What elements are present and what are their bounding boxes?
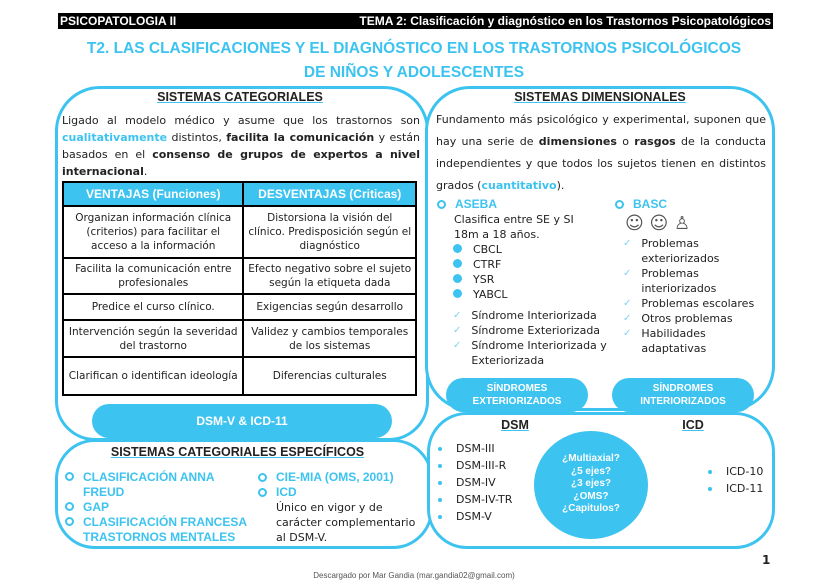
list-item: GAP: [65, 500, 250, 515]
page-title-line2: DE NIÑOS Y ADOLESCENTES: [303, 64, 525, 81]
list-item: CIE-MIA (OMS, 2001): [258, 470, 428, 485]
col-header-ventajas: VENTAJAS (Funciones): [64, 183, 242, 205]
table-cell: Intervención según la severidad del trastorno: [64, 321, 242, 356]
dot-bullet-icon: [438, 447, 442, 451]
dot-bullet-icon: [453, 274, 462, 283]
questions-circle: ¿Multiaxial? ¿5 ejes? ¿3 ejes? ¿OMS? ¿Capitulos?: [534, 431, 648, 539]
categoriales-heading: SISTEMAS CATEGORIALES: [157, 90, 323, 104]
check-icon: ✓: [453, 325, 462, 336]
especificos-right-list: [258, 470, 428, 545]
icd-list: [708, 463, 763, 497]
page-title-line1: T2. LAS CLASIFICACIONES Y EL DIAGNÓSTICO EN LOS TRASTORNOS PSICOLÓGICOS: [86, 40, 742, 57]
check-icon: ✓: [623, 313, 632, 324]
topic-title: TEMA 2: Clasificación y diagnóstico en los Trastornos Psicopatológicos: [359, 14, 771, 28]
download-footer: Descargado por Mar Gandia (mar.gandia02@gmail.com): [313, 571, 515, 580]
table-cell: Clarifican o identifican ideología: [64, 358, 242, 394]
list-item: CLASIFICACIÓN FRANCESA TRASTORNOS MENTALES: [65, 515, 250, 545]
list-item: ✓ Habilidades adaptativas: [623, 327, 707, 355]
list-item: YABCL: [453, 287, 617, 302]
list-item: DSM-III-R: [438, 457, 512, 474]
ring-bullet-icon: [65, 502, 74, 511]
ring-bullet-icon: [65, 517, 74, 526]
dot-bullet-icon: [453, 259, 462, 268]
dot-bullet-icon: [453, 244, 462, 253]
dot-bullet-icon: [438, 481, 442, 485]
page-number: 1: [762, 553, 771, 567]
dimensionales-description: Fundamento más psicológico y experimental, suponen que hay una serie de dimensiones o rasgos de la conducta independientes y que todos los sujetos tienen en distintos grados (cuantitativo).: [436, 113, 766, 192]
aseba-title: ASEBA: [455, 197, 498, 211]
ring-bullet-icon: [258, 488, 267, 497]
dot-bullet-icon: [708, 487, 712, 491]
dot-bullet-icon: [438, 515, 442, 519]
ring-bullet-icon: [615, 200, 624, 209]
list-item: ✓ Síndrome Interiorizada y Exteriorizada: [453, 339, 607, 367]
table-cell: Predice el curso clínico.: [64, 295, 242, 319]
especificos-left-list: [65, 470, 250, 545]
list-item: DSM-IV-TR: [438, 491, 512, 508]
check-icon: ✓: [623, 328, 632, 339]
aseba-desc2: 18m a 18 años.: [454, 228, 540, 241]
list-item: ICD-11: [708, 480, 763, 497]
col-header-desventajas: DESVENTAJAS (Criticas): [244, 183, 415, 205]
icd-description: Único en vigor y de carácter complementario al DSM-V.: [276, 501, 416, 544]
check-icon: ✓: [623, 268, 632, 279]
sindromes-interiorizados-pill: SÍNDROMES INTERIORIZADOS: [612, 378, 754, 412]
dot-bullet-icon: [708, 470, 712, 474]
list-item: ICD-10: [708, 463, 763, 480]
ring-bullet-icon: [258, 473, 267, 482]
ring-bullet-icon: [437, 200, 446, 209]
check-icon: ✓: [453, 310, 462, 321]
list-item: DSM-III: [438, 440, 512, 457]
sindromes-exteriorizados-pill: SÍNDROMES EXTERIORIZADOS: [446, 378, 588, 412]
table-cell: Diferencias culturales: [244, 358, 415, 394]
list-item: CTRF: [453, 257, 617, 272]
dsm-list: [438, 440, 512, 525]
table-cell: Facilita la comunicación entre profesionales: [64, 259, 242, 293]
list-item: ✓ Problemas exteriorizados: [623, 237, 720, 265]
dot-bullet-icon: [438, 498, 442, 502]
dot-bullet-icon: [438, 464, 442, 468]
list-item: ✓ Síndrome Interiorizada: [453, 309, 597, 322]
check-icon: ✓: [623, 238, 632, 249]
list-item: CLASIFICACIÓN ANNA FREUD: [65, 470, 250, 500]
course-title: PSICOPATOLOGIA II: [60, 14, 177, 28]
list-item: ✓ Otros problemas: [623, 312, 733, 325]
table-cell: Exigencias según desarrollo: [244, 295, 415, 319]
list-item: ✓ Síndrome Exteriorizada: [453, 324, 601, 337]
list-item: ✓ Problemas interiorizados: [623, 267, 717, 295]
table-cell: Validez y cambios temporales de los sistemas: [244, 321, 415, 356]
list-item: YSR: [453, 272, 617, 287]
icd-heading: ICD: [682, 418, 704, 432]
list-item: CBCL: [453, 242, 617, 257]
dsm-heading: DSM: [501, 418, 529, 432]
basc-title: BASC: [633, 197, 668, 211]
pros-cons-table: [62, 181, 417, 396]
list-item: DSM-V: [438, 508, 512, 525]
dimensionales-heading: SISTEMAS DIMENSIONALES: [514, 90, 686, 104]
table-cell: Efecto negativo sobre el sujeto según la etiqueta dada: [244, 259, 415, 293]
ring-bullet-icon: [65, 472, 74, 481]
table-cell: Organizan información clínica (criterios) para facilitar el acceso a la información: [64, 207, 242, 257]
especificos-heading: SISTEMAS CATEGORIALES ESPECÍFICOS: [110, 445, 365, 459]
dot-bullet-icon: [453, 289, 462, 298]
list-item: ✓ Problemas escolares: [623, 297, 755, 310]
dsm-icd-pill: DSM-V & ICD-11: [92, 404, 392, 438]
list-item: ICD: [258, 485, 428, 500]
check-icon: ✓: [623, 298, 632, 309]
children-faces-icon: ☺ ☺ ♙: [625, 213, 691, 234]
aseba-section: [437, 197, 617, 368]
basc-section: [615, 197, 765, 356]
categoriales-description: Ligado al modelo médico y asume que los trastornos son cualitativamente distintos, facilita la comunicación y están basados en el consenso de grupos de expertos a nivel internacional.: [62, 114, 421, 178]
aseba-desc1: Clasifica entre SE y SI: [454, 213, 574, 226]
check-icon: ✓: [453, 340, 462, 351]
list-item: DSM-IV: [438, 474, 512, 491]
table-cell: Distorsiona la visión del clínico. Predisposición según el diagnóstico: [244, 207, 415, 257]
header-bar: [58, 13, 773, 29]
